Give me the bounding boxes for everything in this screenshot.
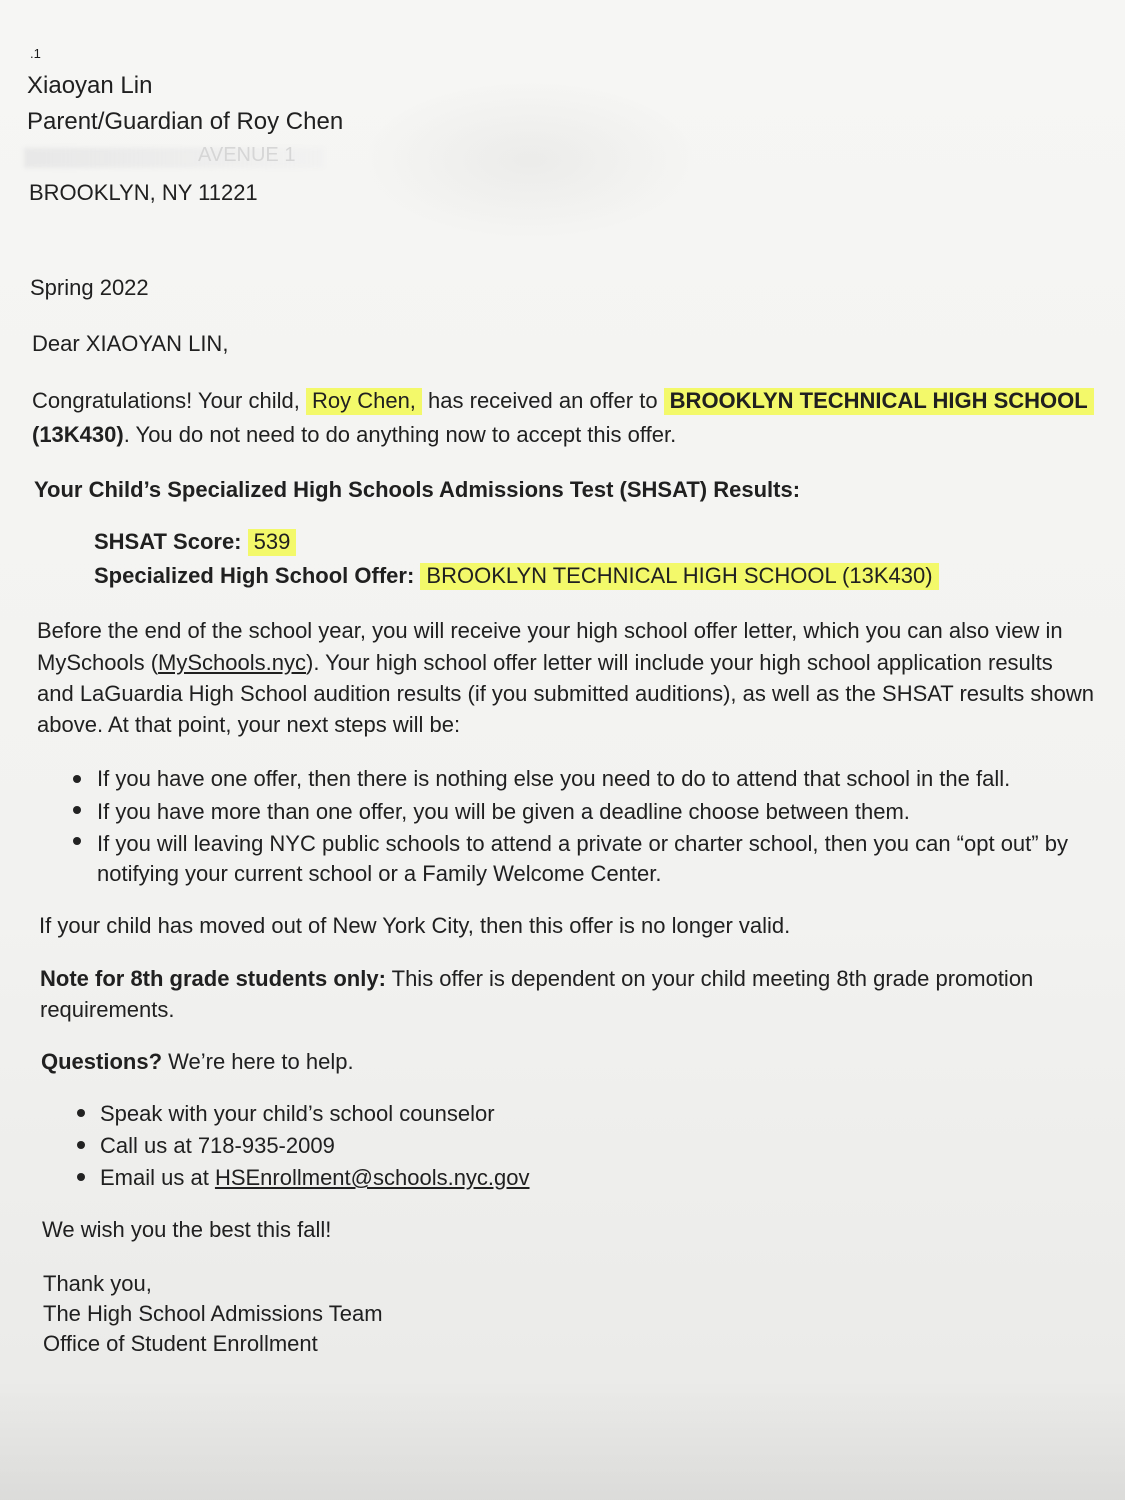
closing-office: Office of Student Enrollment (43, 1331, 318, 1356)
child-name-highlight: Roy Chen, (306, 388, 422, 415)
note-label: Note for 8th grade students only: (40, 966, 386, 991)
note-line-1 (40, 966, 1033, 992)
myschools-link[interactable]: MySchools.nyc (158, 650, 306, 675)
salutation: Dear XIAOYAN LIN, (32, 331, 229, 356)
offer-school-highlight: BROOKLYN TECHNICAL HIGH SCHOOL (664, 388, 1094, 415)
bullet-dot (73, 775, 81, 783)
before-para-2b: ). Your high school offer letter will include your high school application results (306, 650, 1053, 675)
email-prefix: Email us at (100, 1165, 215, 1190)
congrats-text-b: has received an offer to (421, 388, 664, 413)
congrats-line-2 (32, 422, 676, 448)
recipient-name: Xiaoyan Lin (27, 72, 153, 99)
contact-counselor: Speak with your child’s school counselor (100, 1101, 495, 1126)
step-3: If you will leaving NYC public schools to attend a private or charter school, then you can “opt out” by (97, 831, 1068, 856)
page-marker: .1 (30, 46, 41, 61)
before-para-line-1: Before the end of the school year, you will receive your high school offer letter, which you can also view in (37, 618, 1063, 643)
bullet-dot (77, 1141, 85, 1149)
street-partial: AVENUE 1 (198, 144, 296, 166)
before-para-2a: MySchools ( (37, 650, 159, 675)
offer-label: Specialized High School Offer: (94, 563, 415, 588)
letter-date: Spring 2022 (30, 275, 149, 300)
step-1: If you have one offer, then there is nothing else you need to do to attend that school in the fall. (97, 766, 1011, 791)
best-wishes: We wish you the best this fall! (42, 1217, 332, 1242)
offer-row (94, 563, 939, 589)
questions-text: We’re here to help. (162, 1049, 354, 1074)
congrats-line-1 (32, 388, 1094, 414)
bullet-dot (77, 1173, 85, 1181)
closing-thanks: Thank you, (43, 1271, 152, 1296)
note-line-2: requirements. (40, 997, 175, 1022)
bullet-dot (73, 806, 81, 814)
offer-value: BROOKLYN TECHNICAL HIGH SCHOOL (13K430) (420, 563, 938, 590)
shsat-score-value: 539 (248, 529, 297, 556)
questions-label: Questions? (41, 1049, 163, 1074)
step-3-continued: notifying your current school or a Family Welcome Center. (97, 861, 662, 886)
results-heading: Your Child’s Specialized High Schools Admissions Test (SHSAT) Results: (34, 477, 801, 502)
bullet-dot (73, 837, 81, 845)
bullet-dot (77, 1109, 85, 1117)
congrats-text-a: Congratulations! Your child, (32, 388, 306, 413)
letterhead-watermark (360, 80, 700, 240)
recipient-city: BROOKLYN, NY 11221 (29, 180, 258, 205)
school-code: (13K430) (32, 422, 124, 447)
contact-email-line (100, 1165, 530, 1191)
before-para-line-3: and LaGuardia High School audition results (if you submitted auditions), as well as the SHSAT results shown (37, 681, 1094, 706)
recipient-relation: Parent/Guardian of Roy Chen (27, 108, 344, 135)
questions-line (41, 1049, 354, 1075)
email-link[interactable]: HSEnrollment@schools.nyc.gov (214, 1165, 530, 1190)
page-bottom-shadow (0, 1380, 1125, 1500)
shsat-score-label: SHSAT Score: (94, 529, 242, 554)
congrats-text-c: . You do not need to do anything now to accept this offer. (123, 422, 677, 447)
note-text: This offer is dependent on your child meeting 8th grade promotion (385, 966, 1034, 991)
contact-call: Call us at 718-935-2009 (100, 1133, 335, 1158)
moved-notice: If your child has moved out of New York City, then this offer is no longer valid. (39, 913, 791, 938)
closing-team: The High School Admissions Team (43, 1301, 383, 1326)
shsat-score-row (94, 529, 296, 555)
before-para-line-2 (37, 650, 1053, 676)
before-para-line-4: above. At that point, your next steps will be: (37, 712, 461, 737)
step-2: If you have more than one offer, you will be given a deadline choose between them. (97, 799, 910, 824)
